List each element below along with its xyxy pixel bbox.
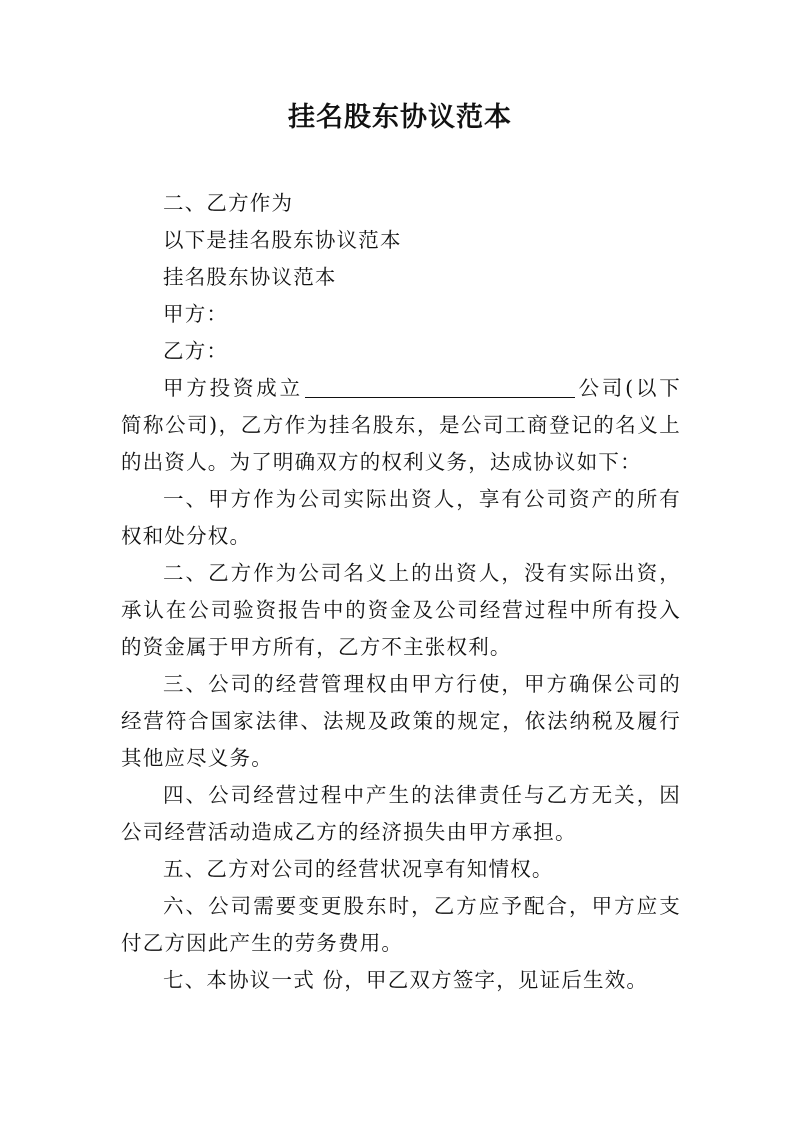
clause-2: 二、乙方作为公司名义上的出资人，没有实际出资，承认在公司验资报告中的资金及公司经营过程中所有投入的资金属于甲方所有，乙方不主张权利。 [121, 561, 681, 659]
preamble-paragraph [121, 370, 681, 481]
document-body [121, 185, 681, 999]
heading-line: 二、乙方作为 [163, 191, 294, 215]
document-title: 挂名股东协议范本 [288, 102, 512, 133]
clause-3: 三、公司的经营管理权由甲方行使，甲方确保公司的经营符合国家法律、法规及政策的规定，依法纳税及履行其他应尽义务。 [121, 672, 681, 770]
clause-1: 一、甲方作为公司实际出资人，享有公司资产的所有权和处分权。 [121, 487, 681, 548]
preamble-text-end: 公司(以下简称公司)，乙方作为挂名股东，是公司工商登记的名义上的出资人。为了明确双方的权利义务，达成协议如下： [121, 376, 682, 474]
clause-5: 五、乙方对公司的经营状况享有知情权。 [163, 857, 554, 881]
company-name-blank [305, 373, 575, 398]
party-a-label: 甲方： [163, 302, 229, 326]
subtitle-line: 挂名股东协议范本 [163, 265, 337, 289]
party-b-label: 乙方： [163, 339, 229, 363]
preamble-text-start: 甲方投资成立 [163, 376, 303, 400]
intro-line: 以下是挂名股东协议范本 [163, 228, 402, 252]
clause-4: 四、公司经营过程中产生的法律责任与乙方无关，因公司经营活动造成乙方的经济损失由甲方承担。 [121, 783, 681, 844]
clause-6: 六、公司需要变更股东时，乙方应予配合，甲方应支付乙方因此产生的劳务费用。 [121, 894, 681, 955]
clause-7: 七、本协议一式 份，甲乙双方签字，见证后生效。 [163, 968, 649, 992]
